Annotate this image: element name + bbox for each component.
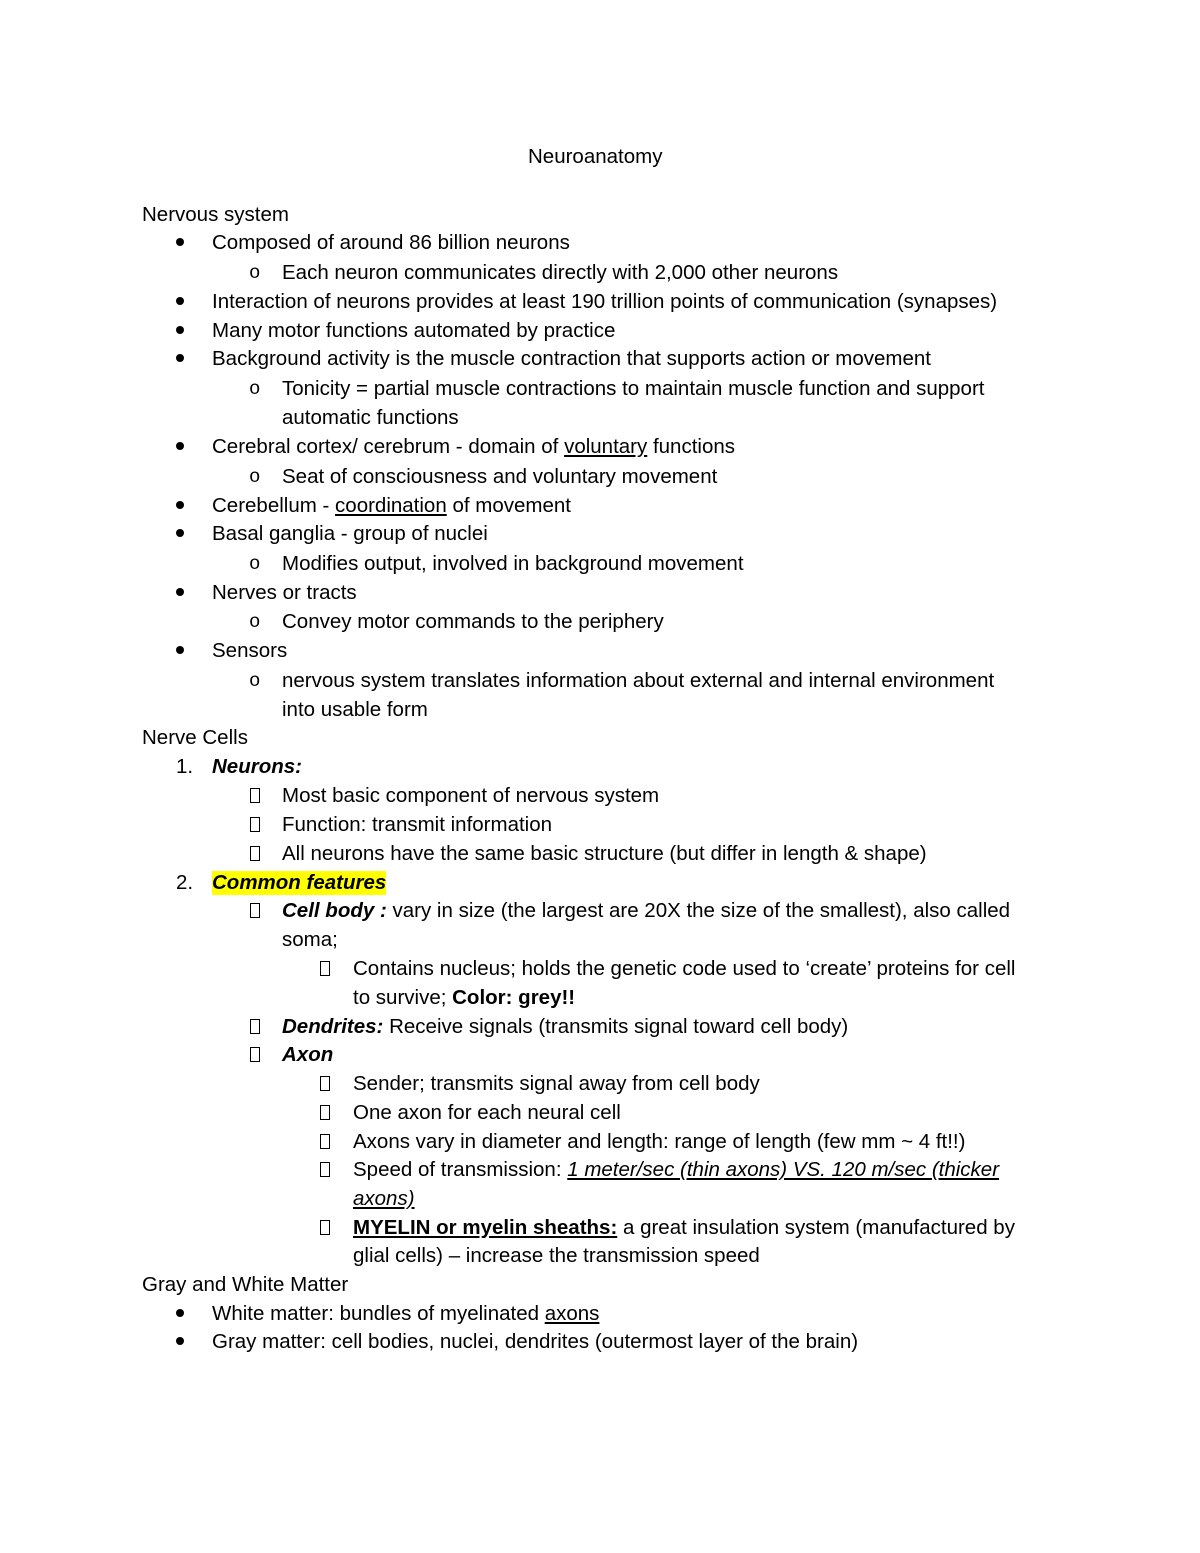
list-item: Contains nucleus; holds the genetic code used to ‘create’ proteins for cell: [353, 957, 1016, 980]
list-item-label: Neurons:: [212, 755, 302, 778]
list-item: Cerebellum - coordination of movement: [212, 494, 571, 517]
list-item: Seat of consciousness and voluntary movement: [282, 465, 718, 488]
bullet-icon: [176, 501, 184, 509]
circle-bullet-icon: o: [249, 378, 261, 400]
list-item: Many motor functions automated by practice: [212, 319, 616, 342]
list-item: Speed of transmission: 1 meter/sec (thin axons) VS. 120 m/sec (thicker: [353, 1158, 1000, 1181]
missing-glyph-icon: [250, 817, 260, 832]
list-number: 2.: [176, 871, 194, 894]
heading-nerve-cells: Nerve Cells: [142, 726, 248, 749]
bullet-icon: [176, 1309, 184, 1317]
list-item: Background activity is the muscle contraction that supports action or movement: [212, 347, 931, 370]
circle-bullet-icon: o: [249, 466, 261, 488]
bullet-icon: [176, 529, 184, 537]
underlined-term: 1 meter/sec (thin axons) VS. 120 m/sec (thicker: [567, 1158, 1000, 1181]
bullet-icon: [176, 354, 184, 362]
list-item: White matter: bundles of myelinated axons: [212, 1302, 600, 1325]
missing-glyph-icon: [320, 1162, 330, 1177]
list-item: Basal ganglia - group of nuclei: [212, 522, 488, 545]
list-item: Sensors: [212, 639, 288, 662]
list-item-continuation: automatic functions: [282, 406, 459, 429]
heading-nervous-system: Nervous system: [142, 203, 289, 226]
missing-glyph-icon: [320, 1220, 330, 1235]
list-item-continuation: to survive; Color: grey!!: [353, 986, 576, 1009]
underlined-term: axons: [544, 1302, 600, 1325]
list-item: Axons vary in diameter and length: range of length (few mm ~ 4 ft!!): [353, 1130, 966, 1153]
bullet-icon: [176, 442, 184, 450]
list-item: MYELIN or myelin sheaths: a great insulation system (manufactured by: [353, 1216, 1015, 1239]
list-item: Tonicity = partial muscle contractions to maintain muscle function and support: [282, 377, 985, 400]
list-item-continuation: soma;: [282, 928, 338, 951]
list-item-label: Axon: [282, 1043, 334, 1066]
list-item: Dendrites: Receive signals (transmits signal toward cell body): [282, 1015, 849, 1038]
page-title: Neuroanatomy: [528, 145, 663, 168]
missing-glyph-icon: [250, 788, 260, 803]
list-item: Composed of around 86 billion neurons: [212, 231, 570, 254]
bullet-icon: [176, 297, 184, 305]
missing-glyph-icon: [320, 961, 330, 976]
missing-glyph-icon: [250, 1019, 260, 1034]
bullet-icon: [176, 646, 184, 654]
underlined-term: MYELIN or myelin sheaths:: [353, 1216, 618, 1239]
heading-gray-white-matter: Gray and White Matter: [142, 1273, 349, 1296]
circle-bullet-icon: o: [249, 670, 261, 692]
list-number: 1.: [176, 755, 194, 778]
missing-glyph-icon: [250, 1047, 260, 1062]
missing-glyph-icon: [320, 1105, 330, 1120]
bullet-icon: [176, 326, 184, 334]
circle-bullet-icon: o: [249, 553, 261, 575]
list-item: Cerebral cortex/ cerebrum - domain of voluntary functions: [212, 435, 735, 458]
list-item-continuation: glial cells) – increase the transmission speed: [353, 1244, 760, 1267]
bullet-icon: [176, 588, 184, 596]
list-item: Each neuron communicates directly with 2,000 other neurons: [282, 261, 839, 284]
list-item: Most basic component of nervous system: [282, 784, 660, 807]
circle-bullet-icon: o: [249, 262, 261, 284]
missing-glyph-icon: [250, 846, 260, 861]
list-item: nervous system translates information about external and internal environment: [282, 669, 995, 692]
underlined-term: voluntary: [564, 435, 648, 458]
missing-glyph-icon: [250, 903, 260, 918]
circle-bullet-icon: o: [249, 611, 261, 633]
list-item: Nerves or tracts: [212, 581, 357, 604]
list-item: All neurons have the same basic structure (but differ in length & shape): [282, 842, 927, 865]
missing-glyph-icon: [320, 1076, 330, 1091]
list-item: Modifies output, involved in background movement: [282, 552, 744, 575]
list-item: Gray matter: cell bodies, nuclei, dendrites (outermost layer of the brain): [212, 1330, 859, 1353]
list-item-continuation: into usable form: [282, 698, 428, 721]
list-item: Interaction of neurons provides at least 190 trillion points of communication (synapses): [212, 290, 998, 313]
underlined-term: coordination: [335, 494, 447, 517]
list-item: Sender; transmits signal away from cell body: [353, 1072, 760, 1095]
list-item: One axon for each neural cell: [353, 1101, 621, 1124]
bullet-icon: [176, 1337, 184, 1345]
list-item: Convey motor commands to the periphery: [282, 610, 664, 633]
list-item: Function: transmit information: [282, 813, 553, 836]
missing-glyph-icon: [320, 1134, 330, 1149]
list-item: Cell body : vary in size (the largest are 20X the size of the smallest), also called: [282, 899, 1011, 922]
bullet-icon: [176, 238, 184, 246]
highlighted-label: Common features: [212, 871, 387, 894]
list-item-continuation: axons): [353, 1187, 415, 1210]
